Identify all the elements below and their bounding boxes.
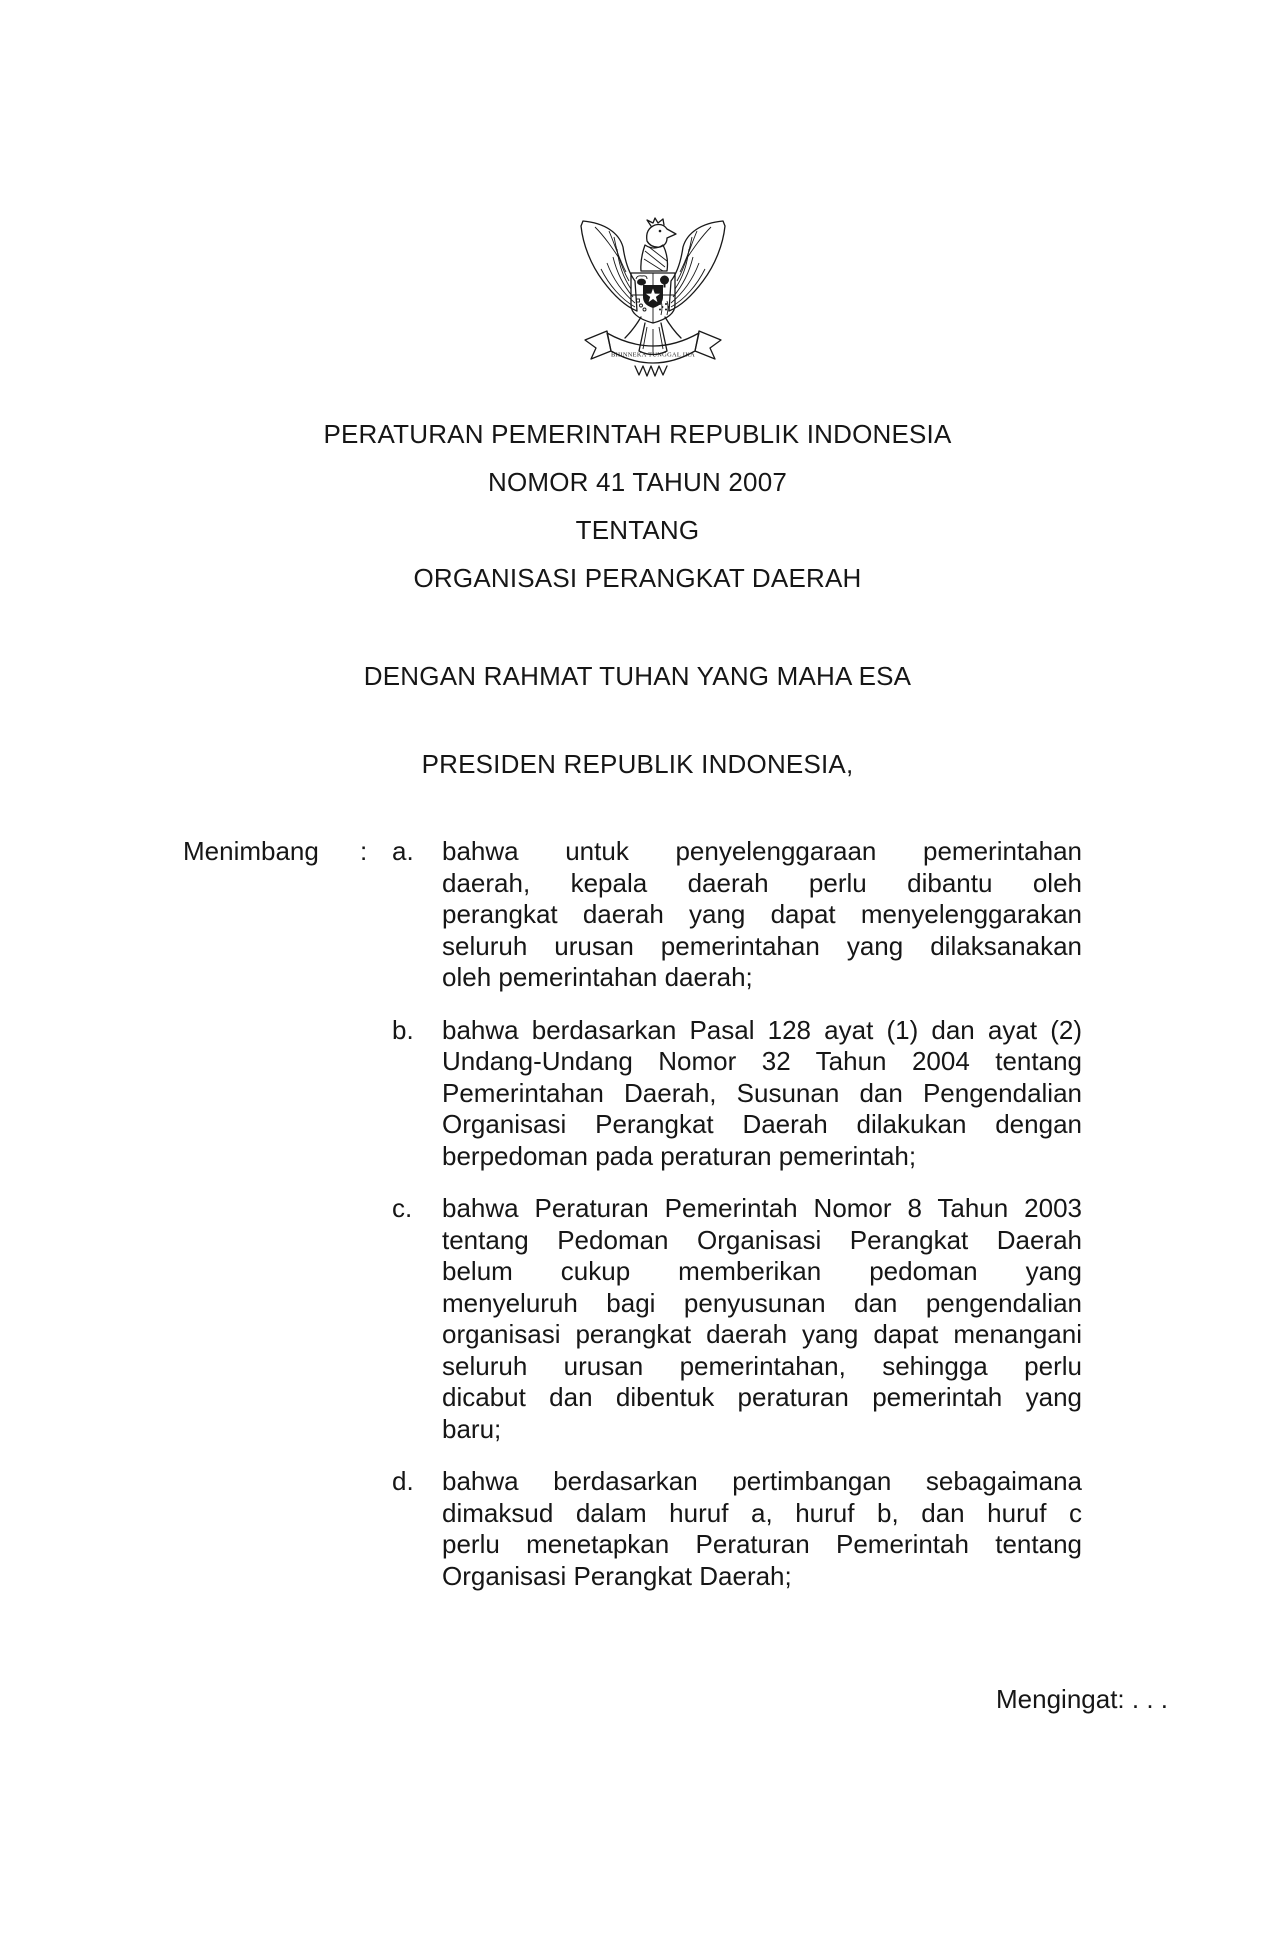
item-marker-c: c. [392, 1193, 413, 1223]
paragraph-line: perangkat daerah yang dapat menyelenggarakan [442, 899, 1082, 929]
paragraph-line: bahwa berdasarkan pertimbangan sebagaimana [442, 1466, 1082, 1496]
paragraph-line: oleh pemerintahan daerah; [442, 962, 753, 992]
menimbang-colon: : [360, 836, 368, 866]
paragraph-line: daerah, kepala daerah perlu dibantu oleh [442, 867, 1082, 898]
paragraph-line: belum cukup memberikan pedoman yang [442, 1256, 1082, 1286]
paragraph-line: dimaksud dalam huruf a, huruf b, dan huruf c [442, 1497, 1082, 1528]
paragraph-line: Undang-Undang Nomor 32 Tahun 2004 tentang [442, 1046, 1082, 1076]
menimbang-item-a [442, 836, 1082, 994]
title-line-3: TENTANG [575, 515, 700, 545]
head [641, 218, 676, 271]
paragraph-line: Pemerintahan Daerah, Susunan dan Pengendalian [442, 1077, 1082, 1108]
paragraph-line: baru; [442, 1413, 502, 1444]
paragraph-line: bahwa untuk penyelenggaraan pemerintahan [442, 836, 1082, 866]
item-marker-d: d. [392, 1466, 414, 1496]
paragraph-line: bahwa berdasarkan Pasal 128 ayat (1) dan ayat (2) [442, 1014, 1082, 1045]
issuer-line: PRESIDEN REPUBLIK INDONESIA, [421, 749, 854, 779]
paragraph-line: seluruh urusan pemerintahan, sehingga perlu [442, 1350, 1082, 1381]
paragraph-line: bahwa Peraturan Pemerintah Nomor 8 Tahun 2003 [442, 1193, 1082, 1223]
menimbang-item-c [442, 1193, 1082, 1445]
invocation-line: DENGAN RAHMAT TUHAN YANG MAHA ESA [363, 661, 912, 691]
paragraph-line: organisasi perangkat daerah yang dapat menangani [442, 1319, 1082, 1349]
motto-text: BHINNEKA TUNGGAL IKA [610, 351, 696, 359]
item-marker-a: a. [392, 836, 414, 866]
shield [631, 273, 675, 323]
spacer [360, 1193, 392, 1445]
paragraph-line: seluruh urusan pemerintahan yang dilaksanakan [442, 930, 1082, 961]
spacer [183, 1015, 360, 1173]
spacer [183, 1193, 360, 1445]
paragraph-line: tentang Pedoman Organisasi Perangkat Daerah [442, 1224, 1082, 1255]
spacer [360, 1466, 392, 1592]
menimbang-item-b [442, 1015, 1082, 1173]
title-line-2: NOMOR 41 TAHUN 2007 [487, 467, 788, 497]
title-line-4: ORGANISASI PERANGKAT DAERAH [413, 563, 862, 593]
paragraph-line: Organisasi Perangkat Daerah dilakukan dengan [442, 1109, 1082, 1139]
catchword-mengingat: Mengingat: . . . [996, 1684, 1168, 1714]
title-line-1: PERATURAN PEMERINTAH REPUBLIK INDONESIA [323, 419, 952, 449]
menimbang-section [183, 836, 1082, 1592]
spacer [183, 1466, 360, 1592]
paragraph-line: menyeluruh bagi penyusunan dan pengendalian [442, 1287, 1082, 1318]
garuda-pancasila-emblem [577, 217, 729, 383]
menimbang-item-d [442, 1466, 1082, 1592]
paragraph-line: Organisasi Perangkat Daerah; [442, 1560, 792, 1591]
paragraph-line: perlu menetapkan Peraturan Pemerintah tentang [442, 1529, 1082, 1559]
item-marker-b: b. [392, 1014, 414, 1045]
paragraph-line: berpedoman pada peraturan pemerintah; [442, 1140, 917, 1171]
paragraph-line: dicabut dan dibentuk peraturan pemerintah yang [442, 1382, 1082, 1412]
menimbang-label: Menimbang [183, 836, 319, 866]
spacer [360, 1015, 392, 1173]
